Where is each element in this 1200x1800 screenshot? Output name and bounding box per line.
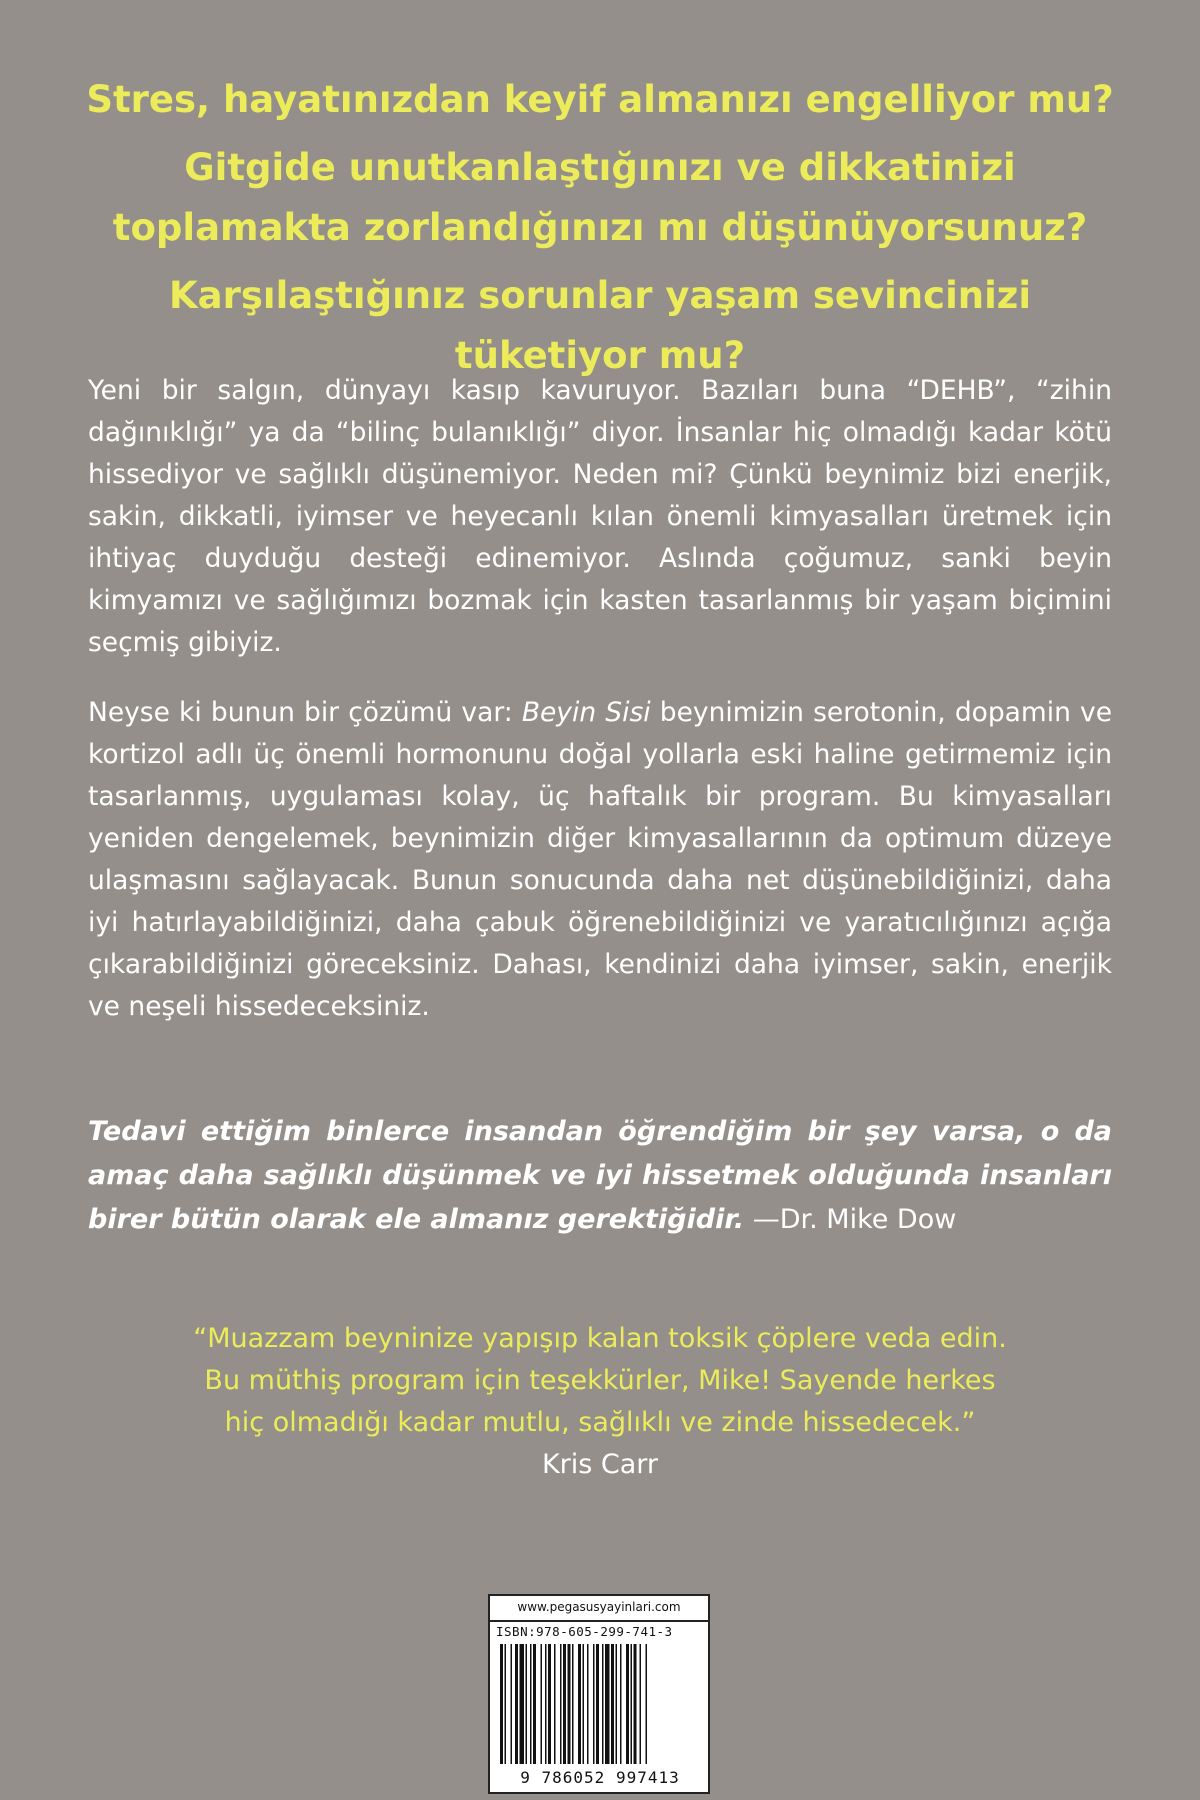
headline-1: Stres, hayatınızdan keyif almanızı engelliyor mu? [86,78,1114,121]
barcode-icon [500,1644,700,1764]
isbn-label: ISBN:978-605-299-741-3 [496,1624,673,1639]
blurb-line-2: Bu müthiş program için teşekkürler, Mike! Sayende herkes [204,1365,996,1396]
description-paragraph-2 [88,692,1112,1028]
blurb-line-1: “Muazzam beyninize yapışıp kalan toksik çöplere veda edin. [193,1323,1007,1354]
back-cover-headlines [80,70,1120,394]
book-title: Beyin Sisi [521,697,651,728]
paragraph-2-intro: Neyse ki bunun bir çözümü var: [88,697,522,728]
ean-number: 9 786052 997413 [520,1768,680,1787]
quote-attribution: —Dr. Mike Dow [744,1204,957,1235]
headline-3: Karşılaştığınız sorunlar yaşam sevincinizi tüketiyor mu? [168,274,1032,377]
barcode-box [488,1594,710,1794]
paragraph-2-rest: beynimizin serotonin, dopamin ve kortizol adlı üç önemli hormonunu doğal yollarla eski haline getirmemiz için tasarlanmış, uygulaması kolay, üç haftalık bir program. Bu kimyasalları yeniden dengelemek, beynimizin diğer kimyasallarının da optimum düzeye ulaşmasını sağlayacak. Bunun sonucunda daha net düşünebildiğinizi, daha iyi hatırlayabildiğinizi, daha çabuk öğrenebildiğinizi ve yaratıcılığınızı açığa çıkarabildiğinizi göreceksiniz. Dahası, kendinizi daha iyimser, sakin, enerjik ve neşeli hissedeceksiniz. [88,697,1113,1022]
quote-text: Tedavi ettiğim binlerce insandan öğrendiğim bir şey varsa, o da amaç daha sağlıklı düşünmek ve iyi hissetmek olduğunda insanları birer bütün olarak ele almanız gerektiğidir. [88,1116,1112,1235]
description-paragraph-1: Yeni bir salgın, dünyayı kasıp kavuruyor. Bazıları buna “DEHB”, “zihin dağınıklığı” ya da “bilinç bulanıklığı” diyor. İnsanlar hiç olmadığı kadar kötü hissediyor ve sağlıklı düşünemiyor. Neden mi? Çünkü beynimiz bizi enerjik, sakin, dikkatli, iyimser ve heyecanlı kılan önemli kimyasalları üretmek için ihtiyaç duyduğu desteği edinemiyor. Aslında çoğumuz, sanki beyin kimyamızı ve sağlığımızı bozmak için kasten tasarlanmış bir yaşam biçimini seçmiş gibiyiz. [88,375,1112,658]
blurb-line-3: hiç olmadığı kadar mutlu, sağlıklı ve zinde hissedecek.” [224,1407,976,1438]
author-quote [88,1110,1112,1242]
blurb-author: Kris Carr [541,1449,659,1480]
endorsement-blurb [160,1318,1040,1486]
publisher-url: www.pegasusyayinlari.com [490,1596,708,1622]
headline-2: Gitgide unutkanlaştığınızı ve dikkatinizi toplamakta zorlandığınızı mı düşünüyorsunuz? [112,146,1088,249]
